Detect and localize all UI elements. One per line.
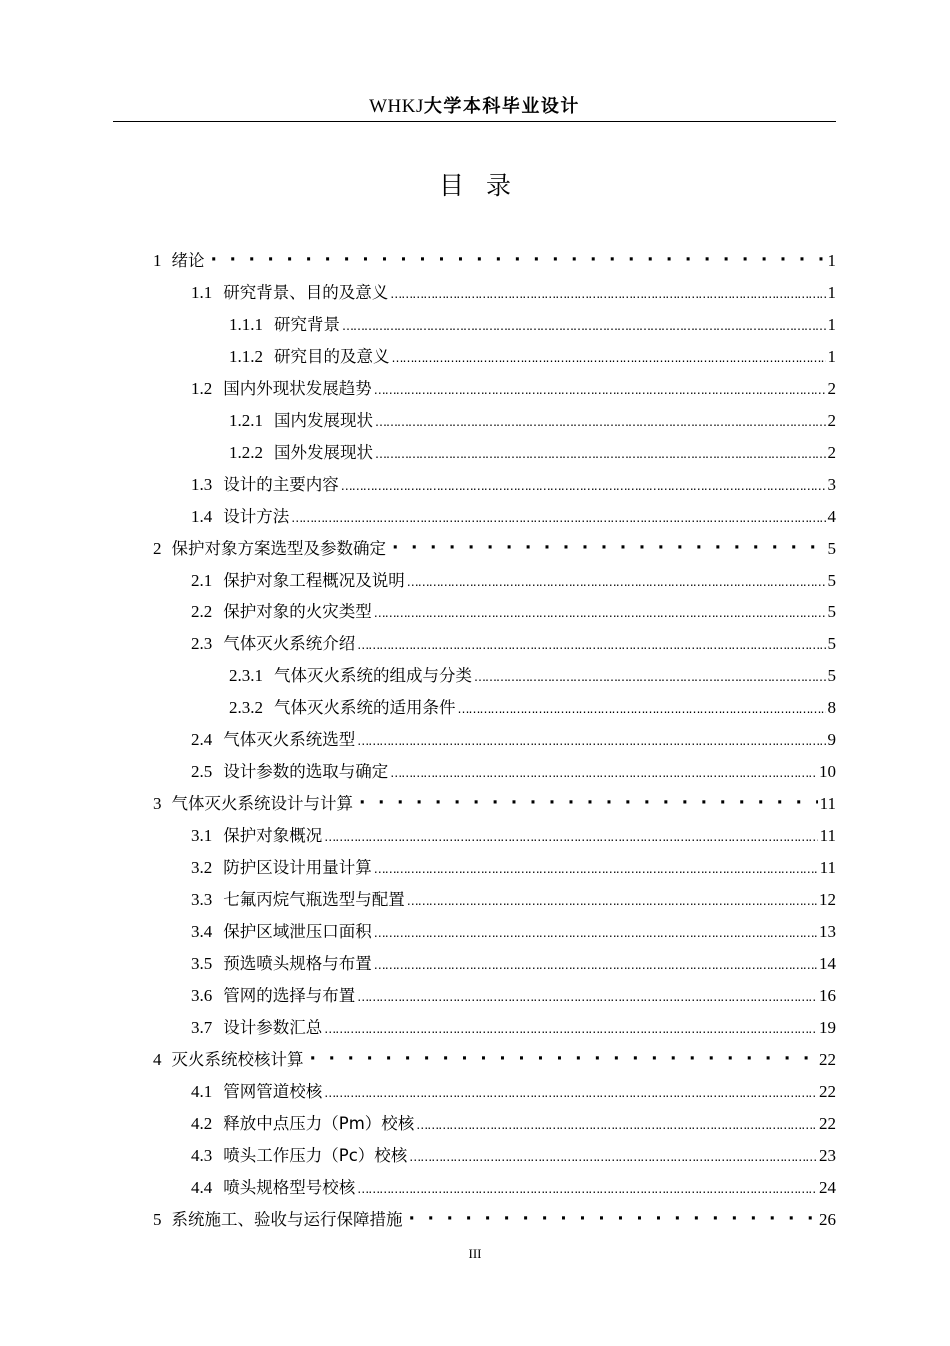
toc-entry[interactable] (191, 596, 836, 628)
toc-dot-leader (306, 1044, 818, 1076)
toc-entry-title: 国内外现状发展趋势 (223, 378, 372, 398)
toc-entry-page: 5 (827, 634, 836, 654)
toc-entry-number: 2.3.1 (229, 666, 263, 686)
toc-dot-leader (374, 948, 817, 980)
toc-entry-title: 释放中点压力（Pm）校核 (223, 1113, 415, 1133)
toc-entry[interactable] (153, 533, 836, 565)
toc-entry-number: 3.2 (191, 858, 213, 878)
toc-entry[interactable] (229, 341, 836, 373)
toc-entry[interactable] (191, 980, 836, 1012)
toc-dot-leader (324, 1012, 817, 1044)
toc-entry-title: 保护对象方案选型及参数确定 (171, 538, 386, 558)
toc-entry-page: 22 (819, 1049, 836, 1069)
toc-entry-title: 喷头规格型号校核 (223, 1177, 356, 1197)
toc-dot-leader (405, 1204, 818, 1236)
toc-entry-page: 2 (827, 410, 836, 430)
toc-dot-leader (416, 1108, 817, 1140)
toc-entry-number: 2.3 (191, 634, 213, 654)
toc-entry-title: 气体灭火系统的组成与分类 (274, 666, 472, 686)
toc-entry-number: 1 (153, 251, 162, 270)
toc-dot-leader (474, 660, 826, 692)
toc-entry-number: 2.1 (191, 570, 213, 590)
toc-entry-page: 16 (819, 985, 836, 1005)
toc-entry[interactable] (153, 1044, 836, 1076)
toc-entry-title: 设计参数的选取与确定 (223, 762, 389, 782)
toc-entry-page: 5 (827, 538, 836, 558)
toc-entry-title: 保护对象概况 (223, 826, 323, 846)
toc-entry-number: 3.5 (191, 953, 213, 973)
toc-entry-page: 22 (819, 1081, 836, 1101)
toc-entry-number: 2.4 (191, 730, 213, 750)
toc-dot-leader (357, 1172, 817, 1204)
toc-entry-title: 设计方法 (223, 506, 290, 526)
toc-entry[interactable] (153, 788, 836, 820)
toc-entry-title: 设计参数汇总 (223, 1017, 323, 1037)
toc-dot-leader (207, 245, 826, 277)
toc-entry[interactable] (191, 948, 836, 980)
toc-entry-number: 4.1 (191, 1081, 213, 1101)
toc-entry[interactable] (229, 405, 836, 437)
toc-entry-page: 1 (827, 346, 836, 366)
toc-entry-title: 国外发展现状 (274, 442, 373, 462)
toc-entry-page: 9 (827, 730, 836, 750)
toc-entry-page: 1 (827, 314, 836, 334)
toc-entry-page: 13 (819, 921, 836, 941)
toc-entry-page: 14 (819, 953, 836, 973)
toc-entry-title: 研究目的及意义 (274, 346, 390, 366)
toc-entry-title: 研究背景、目的及意义 (223, 282, 389, 302)
toc-entry-number: 3.1 (191, 826, 213, 846)
toc-entry-title: 七氟丙烷气瓶选型与配置 (223, 890, 405, 909)
page-header (113, 92, 836, 122)
toc-entry-title: 防护区设计用量计算 (223, 858, 372, 878)
toc-entry-title: 气体灭火系统设计与计算 (171, 794, 353, 814)
toc-dot-leader (392, 341, 826, 373)
toc-entry[interactable] (191, 916, 836, 948)
toc-entry-title: 气体灭火系统的适用条件 (274, 698, 456, 718)
toc-entry-page: 22 (819, 1113, 836, 1133)
toc-entry-title: 国内发展现状 (274, 410, 373, 430)
toc-entry-title: 设计的主要内容 (223, 474, 339, 494)
toc-entry-number: 1.4 (191, 506, 213, 526)
toc-entry-number: 4 (153, 1049, 162, 1069)
toc-entry[interactable] (153, 245, 836, 277)
toc-entry[interactable] (191, 724, 836, 756)
toc-dot-leader (341, 469, 826, 501)
toc-entry-page: 5 (827, 666, 836, 686)
toc-entry[interactable] (229, 437, 836, 469)
header-text (369, 92, 580, 121)
toc-entry[interactable] (153, 1204, 836, 1236)
toc-dot-leader (324, 820, 817, 852)
toc-entry-number: 1.1.1 (229, 314, 263, 334)
toc-entry-number: 1.3 (191, 474, 213, 494)
toc-entry-page: 24 (819, 1177, 836, 1197)
toc-dot-leader (375, 437, 826, 469)
toc-entry-number: 1.2 (191, 378, 213, 398)
toc-dot-leader (458, 692, 826, 724)
toc-dot-leader (390, 756, 817, 788)
toc-entry-page: 11 (819, 794, 836, 814)
toc-entry-number: 5 (153, 1209, 162, 1229)
toc-entry-page: 4 (827, 506, 836, 526)
header-title: 大学本科毕业设计 (423, 96, 580, 117)
toc-entry-page: 2 (827, 442, 836, 462)
toc-entry[interactable] (191, 884, 836, 916)
toc-entry[interactable] (191, 1172, 836, 1204)
toc-entry-title: 保护对象的火灾类型 (223, 602, 372, 622)
toc-entry[interactable] (191, 820, 836, 852)
toc-entry[interactable] (191, 1012, 836, 1044)
toc-dot-leader (409, 1140, 817, 1172)
toc-dot-leader (342, 309, 826, 341)
toc-dot-leader (357, 724, 825, 756)
toc-entry-title: 气体灭火系统选型 (223, 730, 356, 750)
toc-dot-leader (374, 373, 826, 405)
toc-entry-number: 2.3.2 (229, 698, 263, 718)
toc-entry-title: 管网的选择与布置 (223, 985, 356, 1005)
toc-dot-leader (407, 565, 826, 597)
toc-dot-leader (407, 884, 817, 916)
toc-entry-number: 3.4 (191, 921, 213, 941)
toc-entry-number: 1.1.2 (229, 346, 263, 366)
toc-entry-title: 系统施工、验收与运行保障措施 (171, 1209, 403, 1229)
toc-entry[interactable] (191, 501, 836, 533)
toc-dot-leader (375, 405, 826, 437)
toc-entry[interactable] (191, 277, 836, 309)
toc-entry[interactable] (191, 373, 836, 405)
toc-entry-page: 2 (827, 378, 836, 398)
toc-entry-number: 3 (153, 794, 162, 814)
toc-dot-leader (357, 980, 817, 1012)
toc-entry-number: 3.7 (191, 1017, 213, 1037)
toc-entry-number: 4.2 (191, 1113, 213, 1133)
toc-entry-page: 23 (819, 1145, 836, 1165)
toc-entry[interactable] (191, 1140, 836, 1172)
toc-entry-number: 1.2.1 (229, 410, 263, 430)
toc-entry-page: 8 (827, 698, 836, 718)
toc-entry[interactable] (191, 628, 836, 660)
toc-entry-title: 管网管道校核 (223, 1081, 323, 1101)
toc-entry-number: 3.6 (191, 985, 213, 1005)
toc-entry-page: 19 (819, 1017, 836, 1037)
header-prefix: WHKJ (369, 96, 424, 117)
toc-entry-page: 11 (819, 826, 836, 846)
toc-entry-number: 2.5 (191, 762, 213, 782)
toc-entry[interactable] (191, 1076, 836, 1108)
toc-entry-title: 保护对象工程概况及说明 (223, 570, 405, 590)
toc-entry-title: 研究背景 (274, 314, 340, 334)
toc-dot-leader (390, 277, 825, 309)
toc-entry-title: 喷头工作压力（Pc）校核 (223, 1145, 408, 1165)
toc-entry-page: 3 (827, 474, 836, 494)
toc-entry-page: 5 (827, 602, 836, 622)
toc-dot-leader (324, 1076, 817, 1108)
toc-dot-leader (374, 596, 826, 628)
toc-entry[interactable] (191, 565, 836, 597)
toc-dot-leader (374, 852, 818, 884)
toc-entry-page: 10 (819, 762, 836, 782)
toc-dot-leader (388, 533, 826, 565)
toc-entry[interactable] (229, 692, 836, 724)
toc-entry-number: 4.4 (191, 1177, 213, 1197)
toc-title: 目录 (438, 171, 533, 200)
toc-entry-page: 11 (819, 858, 836, 878)
toc-entry[interactable] (191, 852, 836, 884)
toc-entry[interactable] (229, 309, 836, 341)
toc-entry-number: 2.2 (191, 602, 213, 622)
toc-entry-page: 1 (827, 251, 836, 270)
toc-entry-number: 4.3 (191, 1145, 213, 1165)
toc-entry-number: 1.2.2 (229, 442, 263, 462)
toc-entry-title: 气体灭火系统介绍 (223, 634, 356, 654)
toc-entry-page: 1 (827, 282, 836, 302)
toc-entry[interactable] (191, 469, 836, 501)
toc-dot-leader (374, 916, 817, 948)
toc-entry-title: 保护区域泄压口面积 (223, 921, 372, 941)
toc-entry[interactable] (229, 660, 836, 692)
toc-entry-title: 灭火系统校核计算 (171, 1049, 304, 1069)
toc-entry-page: 12 (819, 890, 836, 909)
toc-entry[interactable] (191, 756, 836, 788)
toc-entry-number: 1.1 (191, 282, 213, 302)
toc-dot-leader (355, 788, 818, 820)
toc-entry-number: 3.3 (191, 890, 213, 909)
toc-entry-title: 绪论 (171, 251, 205, 270)
toc-entry-number: 2 (153, 538, 162, 558)
toc-dot-leader (291, 501, 825, 533)
toc-dot-leader (357, 628, 825, 660)
toc-entry-page: 26 (819, 1209, 836, 1229)
toc-entry-title: 预选喷头规格与布置 (223, 953, 372, 973)
footer-page-number: III (468, 1246, 482, 1261)
toc-entry[interactable] (191, 1108, 836, 1140)
toc-entry-page: 5 (827, 570, 836, 590)
